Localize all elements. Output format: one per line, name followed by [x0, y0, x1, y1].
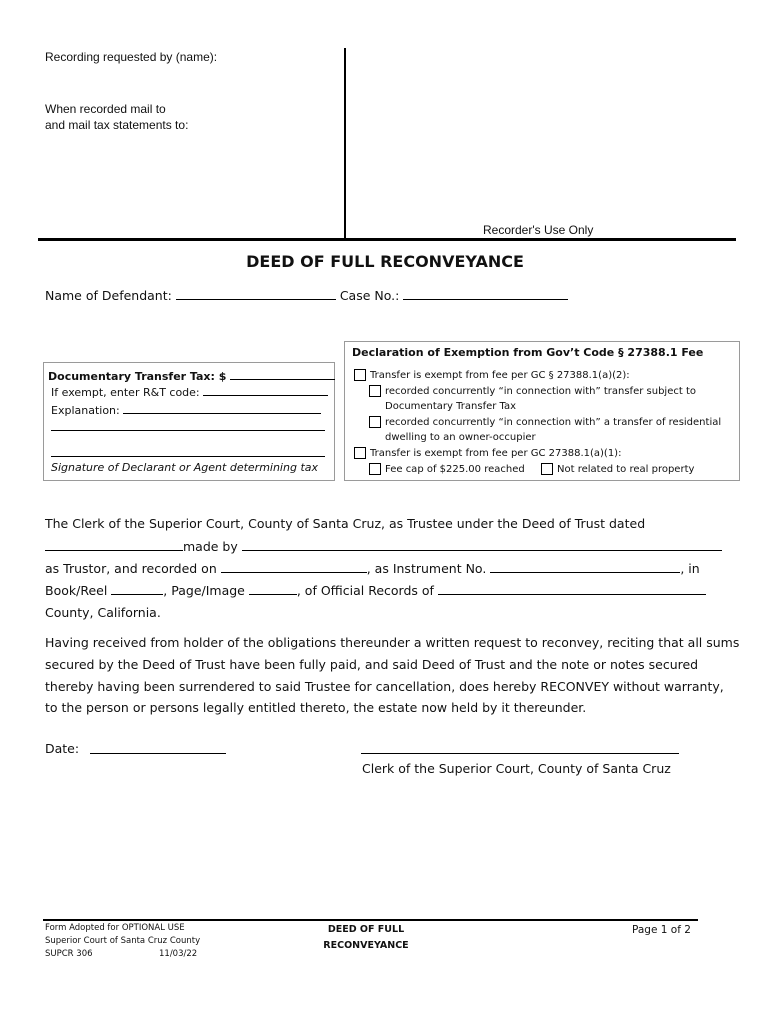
- date-field[interactable]: [90, 753, 226, 754]
- transfer-tax-row: [48, 368, 335, 383]
- as-trustor-label: as Trustor, and recorded on: [45, 561, 217, 576]
- exempt-a1-label: Transfer is exempt from fee per GC 27388.1(a)(1):: [370, 448, 622, 459]
- mail-to-label-line1: When recorded mail to: [45, 102, 166, 116]
- recording-requested-label: Recording requested by (name):: [45, 50, 218, 64]
- exempt-a2-label: Transfer is exempt from fee per GC § 27388.1(a)(2):: [370, 370, 630, 381]
- body-line-2: [45, 539, 722, 554]
- dtt-subject-label-line2: Documentary Transfer Tax: [385, 401, 517, 412]
- footer-court-label: Superior Court of Santa Cruz County: [45, 936, 201, 946]
- owner-occupier-checkbox[interactable]: [369, 416, 381, 428]
- defendant-name-field[interactable]: [176, 288, 336, 300]
- paragraph-line-1: Having received from holder of the obligations thereunder a written request to reconvey, reciting that all sums: [45, 635, 740, 650]
- deed-date-field[interactable]: [45, 539, 183, 551]
- rt-code-row: [51, 384, 328, 399]
- rt-code-label: If exempt, enter R&T code:: [51, 386, 200, 399]
- fee-cap-label: Fee cap of $225.00 reached: [385, 464, 525, 475]
- book-reel-field[interactable]: [111, 583, 163, 595]
- recorded-on-field[interactable]: [221, 561, 367, 573]
- footer-form-date: 11/03/22: [159, 949, 198, 959]
- instrument-label: , as Instrument No.: [366, 561, 487, 576]
- exemption-option-a2-sub2: [369, 416, 721, 428]
- recorders-use-label: Recorder's Use Only: [483, 223, 594, 237]
- defendant-row: [45, 288, 568, 303]
- exemption-heading: Declaration of Exemption from Gov’t Code § 27388.1 Fee: [352, 346, 704, 359]
- clerk-caption: Clerk of the Superior Court, County of Santa Cruz: [362, 761, 671, 776]
- paragraph-line-4: to the person or persons legally entitled thereto, the estate now held by it thereunder.: [45, 700, 587, 715]
- explanation-label: Explanation:: [51, 404, 120, 417]
- instrument-no-field[interactable]: [490, 561, 680, 573]
- signature-caption: Signature of Declarant or Agent determining tax: [51, 461, 319, 474]
- exempt-a2-checkbox[interactable]: [354, 369, 366, 381]
- dtt-subject-checkbox[interactable]: [369, 385, 381, 397]
- body-line-3: [45, 561, 700, 576]
- transfer-tax-label: Documentary Transfer Tax: $: [48, 370, 227, 383]
- not-real-property-checkbox[interactable]: [541, 463, 553, 475]
- signature-field[interactable]: [51, 445, 325, 457]
- not-real-property-option: [541, 463, 694, 475]
- made-by-field[interactable]: [242, 539, 722, 551]
- not-real-property-label: Not related to real property: [557, 464, 695, 475]
- exemption-option-a2: [354, 369, 630, 381]
- explanation-field[interactable]: [123, 402, 321, 414]
- date-label: Date:: [45, 741, 80, 756]
- page-title: DEED OF FULL RECONVEYANCE: [246, 252, 524, 271]
- transfer-tax-field[interactable]: [230, 368, 335, 380]
- in-label: , in: [680, 561, 700, 576]
- fee-cap-option: [369, 463, 525, 475]
- rt-code-field[interactable]: [203, 384, 328, 396]
- made-by-label: made by: [183, 539, 238, 554]
- paragraph-line-3: thereby having been surrendered to said Trustee for cancellation, does hereby RECONVEY without warranty,: [45, 679, 724, 694]
- owner-occupier-label: recorded concurrently “in connection with” a transfer of residential: [385, 417, 722, 428]
- book-reel-label: Book/Reel: [45, 583, 108, 598]
- page-image-label: , Page/Image: [163, 583, 245, 598]
- owner-occupier-label-line2: dwelling to an owner-occupier: [385, 432, 536, 443]
- defendant-name-label: Name of Defendant:: [45, 288, 172, 303]
- exempt-a1-checkbox[interactable]: [354, 447, 366, 459]
- paragraph-line-2: secured by the Deed of Trust have been fully paid, and said Deed of Trust and the note or notes secured: [45, 657, 699, 672]
- official-records-label: , of Official Records of: [296, 583, 434, 598]
- body-line-1: The Clerk of the Superior Court, County of Santa Cruz, as Trustee under the Deed of Trust dated: [45, 516, 646, 531]
- mail-to-label-line2: and mail tax statements to:: [45, 118, 189, 132]
- clerk-signature-field[interactable]: [361, 753, 679, 754]
- footer-title-line1: DEED OF FULL: [327, 924, 405, 935]
- case-no-field[interactable]: [403, 288, 568, 300]
- explanation-row: [51, 402, 321, 417]
- explanation-field-2[interactable]: [51, 419, 325, 431]
- page-image-field[interactable]: [249, 583, 297, 595]
- footer-page-number: Page 1 of 2: [632, 924, 691, 936]
- fee-cap-checkbox[interactable]: [369, 463, 381, 475]
- official-records-field[interactable]: [438, 583, 706, 595]
- body-line-4: [45, 583, 706, 598]
- case-no-label: Case No.:: [339, 288, 400, 303]
- exemption-option-a2-sub1: [369, 385, 696, 397]
- footer-title-line2: RECONVEYANCE: [323, 940, 409, 951]
- header-rule: [38, 238, 736, 241]
- header-divider: [344, 48, 346, 240]
- county-label: County, California.: [45, 605, 161, 620]
- exemption-option-a1: [354, 447, 621, 459]
- footer-form-number: SUPCR 306: [45, 949, 93, 959]
- footer-rule: [43, 919, 698, 921]
- dtt-subject-label: recorded concurrently “in connection with” transfer subject to: [385, 386, 696, 397]
- footer-adopted-label: Form Adopted for OPTIONAL USE: [45, 923, 185, 933]
